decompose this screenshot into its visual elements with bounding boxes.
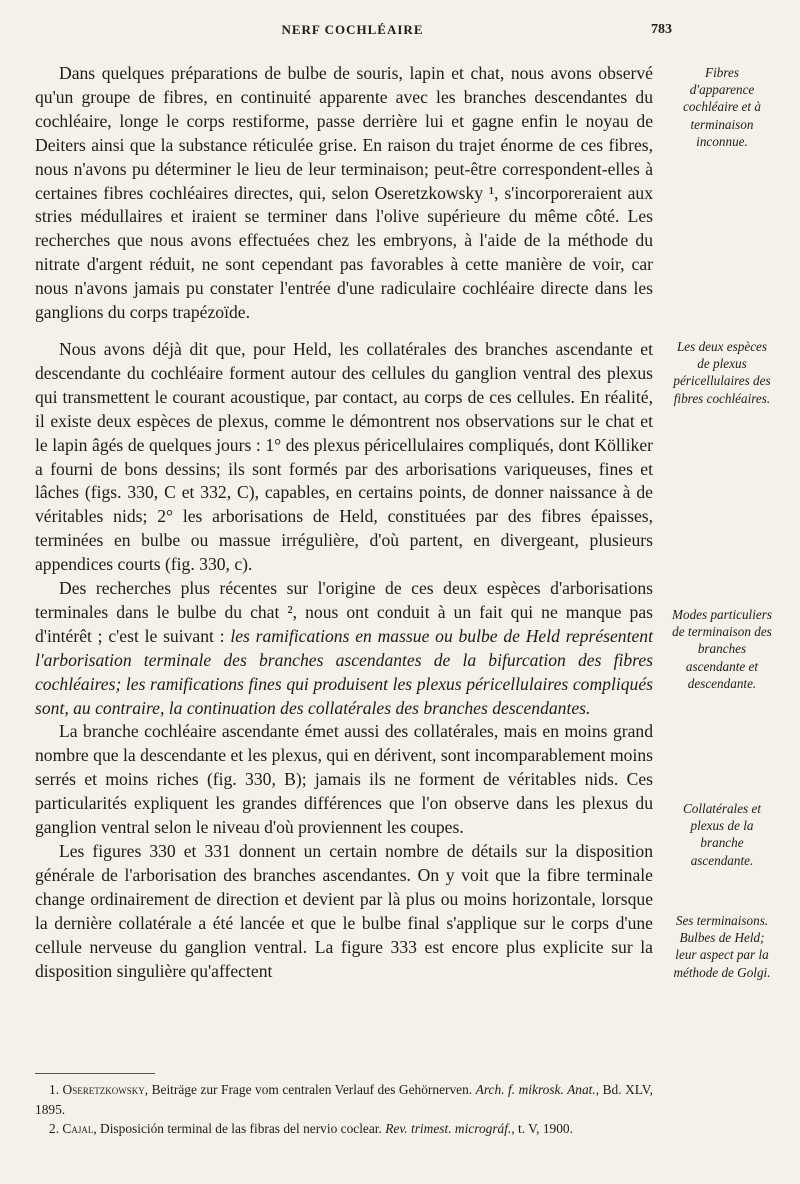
- footnote-2: [35, 1119, 653, 1139]
- paragraph-italic-text: les ramifications en massue ou bulbe de Held représentent l'arborisation terminale des branches ascendantes de la bifurcation des fibres cochléaires; les ramifications fines qui produisent les plexus péricellulaires compliqués sont, au contraire, la continuation des collatérales des branches descendantes.: [35, 625, 653, 718]
- margin-note-plexus: Les deux espèces de plexus péricellulaires des fibres cochléaires.: [673, 339, 771, 406]
- paragraph-figures-330-331: Les figures 330 et 331 donnent un certain nombre de détails sur la disposition générale de l'arborisation des branches ascendantes. On y voit que la fibre terminale change ordinairement de direction et devient par là plus ou moins horizontale, lorsque la dernière collatérale a été lancée et que le bulbe final s'applique sur le corps d'une cellule nerveuse du ganglion ventral. La figure 333 est encore plus explicite sur la disposition singulière qu'affectent: [35, 841, 653, 981]
- main-text: [35, 62, 653, 983]
- footnote-author: 2. Cajal,: [49, 1121, 97, 1136]
- running-title: NERF COCHLÉAIRE: [281, 22, 424, 37]
- footnote-divider: [35, 1073, 155, 1074]
- footnote-author: 1. Oseretzkowsky,: [49, 1082, 149, 1097]
- page-number: 783: [651, 22, 672, 37]
- footnotes: [35, 1080, 653, 1139]
- margin-note-collaterales: Collatérales et plexus de la branche ascendante.: [682, 801, 762, 868]
- margin-note-terminaisons: Ses terminaisons. Bulbes de Held; leur aspect par la méthode de Golgi.: [673, 913, 771, 980]
- paragraph-deux-especes-plexus: Nous avons déjà dit que, pour Held, les collatérales des branches ascendante et descendante du cochléaire forment autour des cellules du ganglion ventral des plexus qui transmettent le courant acoustique, par contact, au corps de ces cellules. En réalité, il existe deux espèces de plexus, comme le démontrent nos observations sur le chat et le lapin âgés de quelques jours : 1° des plexus péricellulaires compliqués, dont Kölliker a fourni de bons dessins; ils sont formés par des arborisations variqueuses, fines et lâches (figs. 330, C et 332, C), capables, en certains points, de donner naissance à de véritables nids; 2° les arborisations de Held, constituées par des fibres épaisses, terminées en bulbe ou massue irrégulière, d'où partent, en divergeant, plusieurs appendices courts (fig. 330, c).: [35, 338, 653, 575]
- paragraph-fibres-cochleaires: Dans quelques préparations de bulbe de souris, lapin et chat, nous avons observé qu'un groupe de fibres, en continuité apparente avec les branches descendantes du cochléaire, longe le corps restiforme, passe derrière lui et gagne enfin le noyau de Deiters ainsi que la substance réticulée grise. En raison du trajet énorme de ces fibres, nous n'avons pu déterminer le lieu de leur terminaison; peut-être correspondent-elles à certaines fibres cochléaires directes, qui, selon Oseretzkowsky ¹, s'incorporeraient aux stries médullaires et iraient se terminer dans l'olive supérieure du même côté. Les recherches que nous avons effectuées chez les embryons, à l'aide de la méthode du nitrate d'argent réduit, ne sont cependant pas favorables à cette manière de voir, car nous n'avons jamais pu constater l'entrée d'une radiculaire cochléaire directe dans les ganglions du corps trapézoïde.: [35, 63, 653, 323]
- footnote-journal: Arch. f. mikrosk. Anat.: [475, 1082, 596, 1097]
- footnote-title: Disposición terminal de las fibras del nervio coclear.: [96, 1121, 386, 1136]
- footnote-reference: , Bd. XLV, 1895.: [35, 1082, 654, 1117]
- margin-note-modes: Modes particuliers de terminaison des branches ascendante et descendante.: [672, 607, 772, 691]
- paragraph-plain-text: Des recherches plus récentes sur l'origine de ces deux espèces d'arborisations terminales dans le bulbe du chat ², nous ont conduit à un fait qui ne manque pas d'intérêt ; c'est le suivant :: [35, 578, 653, 646]
- footnote-journal: Rev. trimest. micrográf.: [385, 1121, 512, 1136]
- footnote-1: [35, 1080, 653, 1119]
- margin-note-fibres: Fibres d'apparence cochléaire et à terminaison inconnue.: [683, 65, 761, 149]
- footnote-title: Beiträge zur Frage vom centralen Verlauf des Gehörnerven.: [148, 1082, 476, 1097]
- running-header: [35, 22, 670, 46]
- footnote-reference: , t. V, 1900.: [511, 1121, 573, 1136]
- paragraph-recherches-recentes: [35, 577, 653, 720]
- paragraph-branche-ascendante: La branche cochléaire ascendante émet aussi des collatérales, mais en moins grand nombre que la descendante et les plexus, qui en dérivent, sont incomparablement moins serrés et moins riches (fig. 330, B); jamais ils ne forment de véritables nids. Ces particularités expliquent les grandes différences que l'on observe dans les plexus du ganglion ventral selon le niveau d'où proviennent les coupes.: [35, 721, 653, 838]
